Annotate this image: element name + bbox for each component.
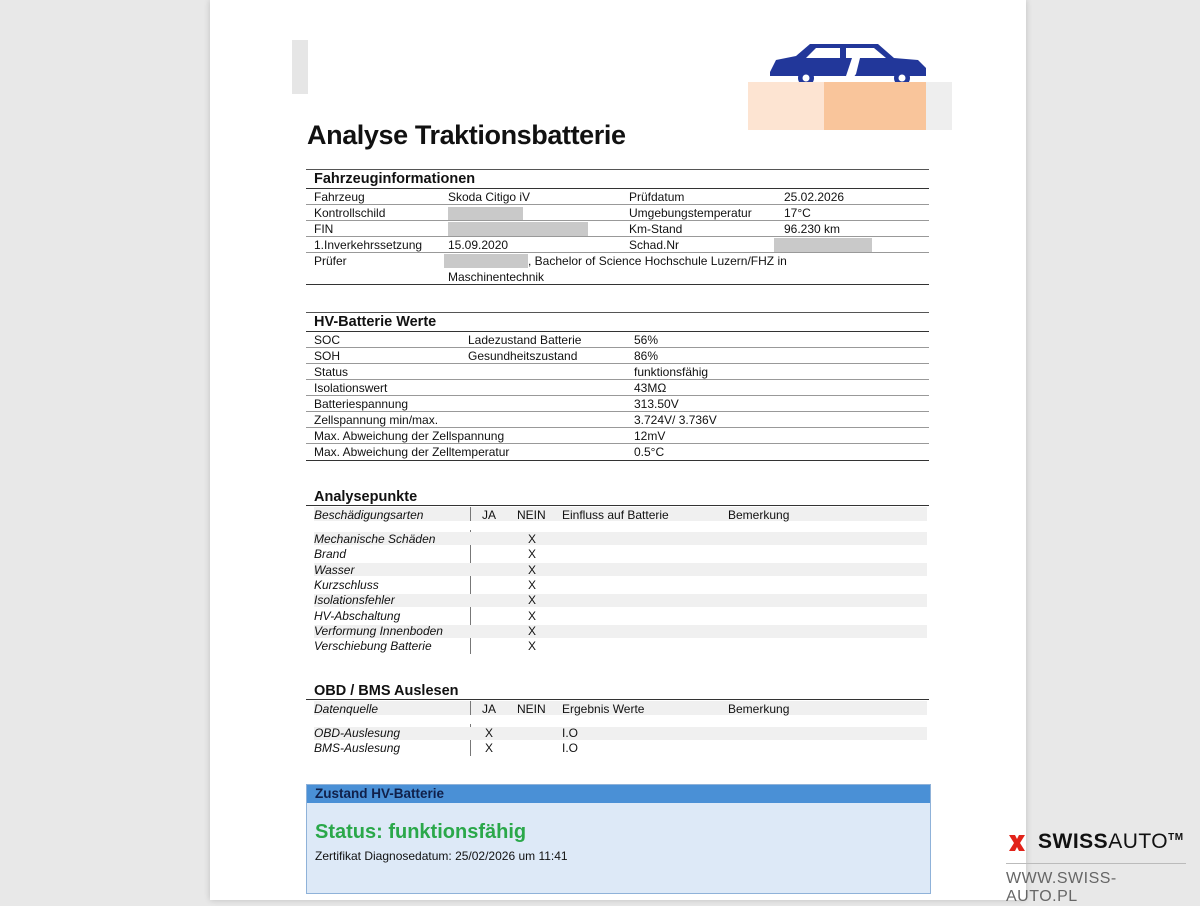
status-header (307, 785, 930, 803)
col-header: NEIN (517, 702, 546, 716)
table-row-nein: X (528, 532, 537, 546)
divider (306, 505, 929, 506)
hv-row-desc: Ladezustand Batterie (468, 333, 582, 347)
obd-section-title: OBD / BMS Auslesen (314, 683, 459, 699)
brand-divider (1006, 863, 1186, 864)
table-row-ja: X (485, 741, 494, 755)
hv-row-value: 0.5°C (634, 445, 665, 459)
fin-label: FIN (314, 222, 334, 236)
hv-row-value: 86% (634, 349, 659, 363)
hv-row-label: SOC (314, 333, 341, 347)
vehicle-section-title: Fahrzeuginformationen (314, 171, 476, 187)
divider (306, 220, 929, 221)
km-value: 96.230 km (784, 222, 841, 236)
divider (306, 363, 929, 364)
kontrollschild-label: Kontrollschild (314, 206, 386, 220)
divider (306, 236, 929, 237)
table-row-nein: X (528, 593, 537, 607)
col-header: Ergebnis Werte (562, 702, 645, 716)
divider (306, 443, 929, 444)
hv-row-label: Status (314, 365, 349, 379)
status-header-label: Zustand HV-Batterie (315, 786, 445, 801)
col-header: Einfluss auf Batterie (562, 508, 669, 522)
col-header: NEIN (517, 508, 546, 522)
pruefer-value-cont: Maschinentechnik (448, 270, 545, 284)
row-bg (314, 727, 927, 740)
column-divider (470, 507, 471, 521)
fahrzeug-label: Fahrzeug (314, 190, 365, 204)
divider (306, 460, 929, 461)
schad-label: Schad.Nr (629, 238, 680, 252)
certificate-text: Zertifikat Diagnosedatum: 25/02/2026 um 11:41 (315, 849, 568, 863)
table-row-label: Isolationsfehler (314, 593, 395, 607)
table-row-ja: X (485, 726, 494, 740)
hv-row-value: 43MΩ (634, 381, 667, 395)
divider (306, 379, 929, 380)
col-header: Beschädigungsarten (314, 508, 424, 522)
divider (306, 395, 929, 396)
header-mark (292, 40, 308, 94)
table-row-label: Mechanische Schäden (314, 532, 436, 546)
pruefdatum-label: Prüfdatum (629, 190, 685, 204)
hv-row-label: Max. Abweichung der Zellspannung (314, 429, 505, 443)
redacted-field (448, 222, 588, 236)
umgebung-label: Umgebungstemperatur (629, 206, 752, 220)
table-row-result: I.O (562, 726, 579, 740)
col-header: JA (482, 508, 497, 522)
table-row-label: OBD-Auslesung (314, 726, 401, 740)
redacted-field (444, 254, 528, 268)
car-logo-icon (766, 38, 932, 86)
column-divider (470, 701, 471, 715)
row-bg (314, 563, 927, 576)
hv-row-label: Zellspannung min/max. (314, 413, 439, 427)
divider (306, 411, 929, 412)
divider (306, 699, 929, 700)
divider (306, 427, 929, 428)
inverkehr-label: 1.Inverkehrssetzung (314, 238, 423, 252)
hv-row-desc: Gesundheitszustand (468, 349, 578, 363)
divider (306, 312, 929, 313)
table-row-label: Wasser (314, 563, 355, 577)
table-row-nein: X (528, 578, 537, 592)
table-row-nein: X (528, 639, 537, 653)
divider (306, 347, 929, 348)
table-row-label: Brand (314, 547, 347, 561)
table-row-nein: X (528, 563, 537, 577)
table-row-label: BMS-Auslesung (314, 741, 401, 755)
col-header: Bemerkung (728, 702, 790, 716)
hv-row-value: 3.724V/ 3.736V (634, 413, 717, 427)
hv-row-label: SOH (314, 349, 341, 363)
km-label: Km-Stand (629, 222, 683, 236)
table-row-nein: X (528, 609, 537, 623)
page-title: Analyse Traktionsbatterie (307, 120, 626, 150)
divider (306, 284, 929, 285)
redacted-field (774, 238, 872, 252)
table-row-result: I.O (562, 741, 579, 755)
table-row-label: Verformung Innenboden (314, 624, 443, 638)
divider (306, 331, 929, 332)
table-row-nein: X (528, 547, 537, 561)
row-bg (314, 594, 927, 607)
pruefdatum-value: 25.02.2026 (784, 190, 845, 204)
brand-name: SWISSAUTO™ (1038, 830, 1184, 853)
document-page (210, 0, 1026, 900)
divider (306, 169, 929, 170)
hv-row-label: Max. Abweichung der Zelltemperatur (314, 445, 510, 459)
divider (306, 204, 929, 205)
redacted-field (448, 207, 523, 221)
brand-url: WWW.SWISS-AUTO.PL (1006, 870, 1117, 905)
status-text: Status: funktionsfähig (315, 821, 527, 843)
hv-row-value: 12mV (634, 429, 666, 443)
analyse-section-title: Analysepunkte (314, 489, 418, 505)
fahrzeug-value: Skoda Citigo iV (448, 190, 531, 204)
hv-row-value: 56% (634, 333, 659, 347)
pruefer-label: Prüfer (314, 254, 347, 268)
table-row-label: Kurzschluss (314, 578, 379, 592)
table-row-label: Verschiebung Batterie (314, 639, 432, 653)
hv-row-value: 313.50V (634, 397, 679, 411)
pruefer-value: , Bachelor of Science Hochschule Luzern/FHZ in (528, 254, 787, 268)
inverkehr-value: 15.09.2020 (448, 238, 509, 252)
divider (306, 188, 929, 189)
table-row-label: HV-Abschaltung (314, 609, 401, 623)
hv-row-label: Batteriespannung (314, 397, 409, 411)
hv-row-value: funktionsfähig (634, 365, 709, 379)
swiss-cross-icon (1006, 832, 1028, 854)
umgebung-value: 17°C (784, 206, 811, 220)
hv-section-title: HV-Batterie Werte (314, 314, 437, 330)
brand-watermark (1006, 830, 1186, 905)
hv-row-label: Isolationswert (314, 381, 388, 395)
col-header: Bemerkung (728, 508, 790, 522)
col-header: JA (482, 702, 497, 716)
status-panel (306, 784, 931, 894)
col-header: Datenquelle (314, 702, 379, 716)
divider (306, 252, 929, 253)
table-row-nein: X (528, 624, 537, 638)
